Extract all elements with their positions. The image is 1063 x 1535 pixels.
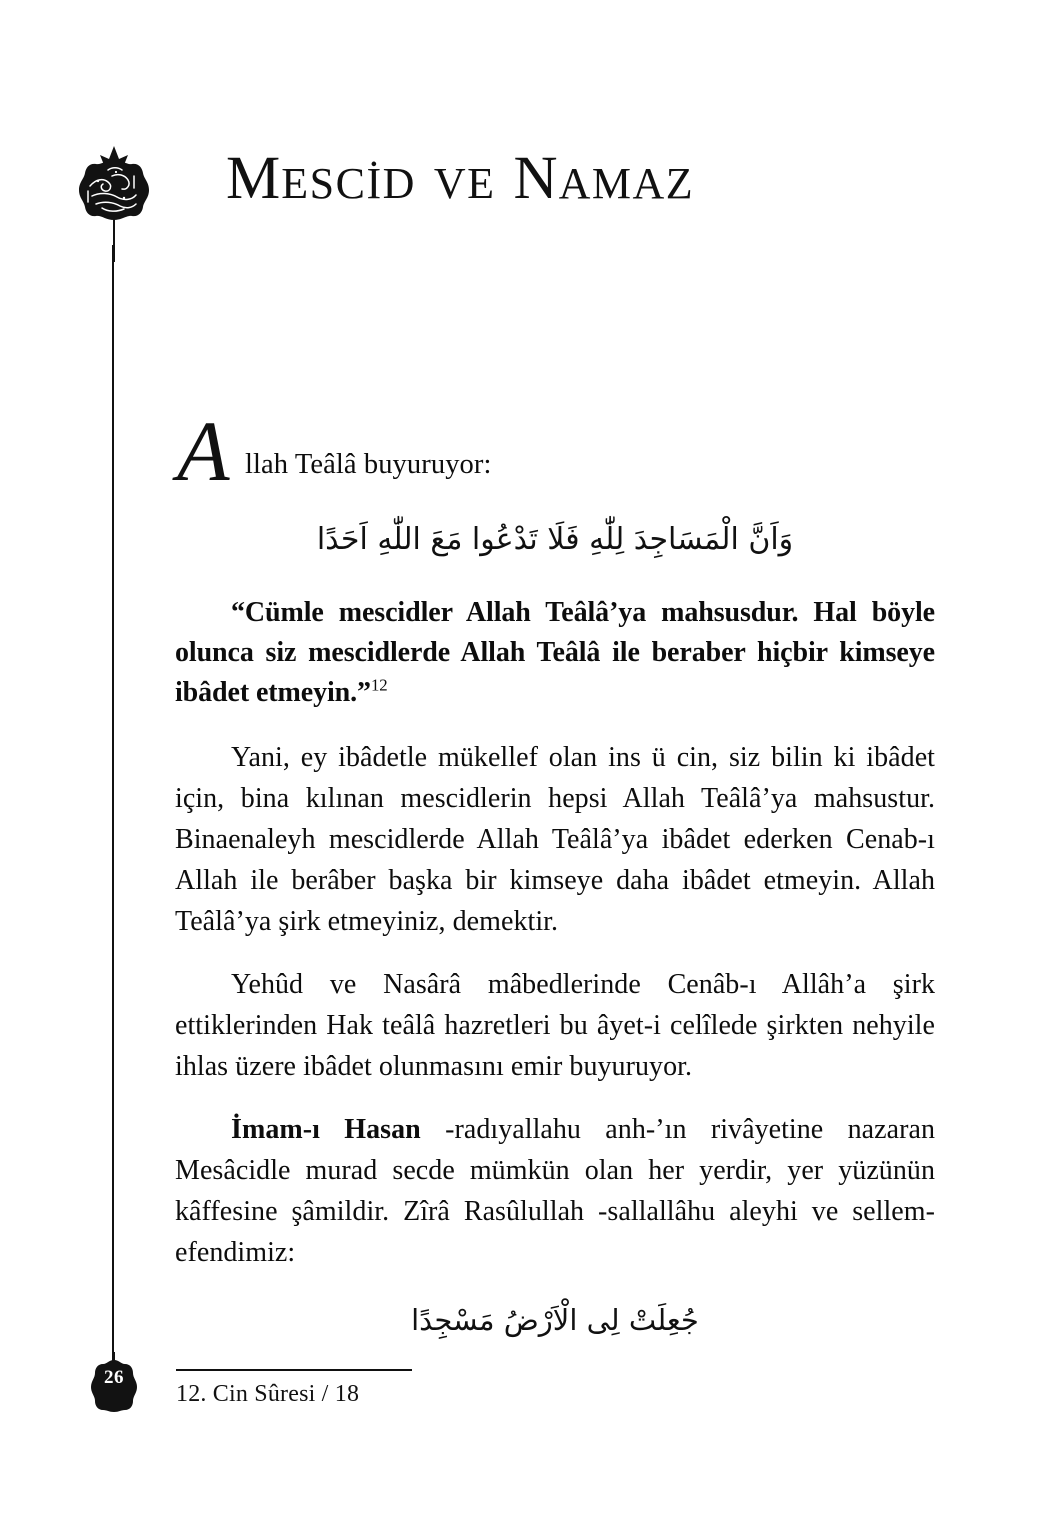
arabic-quran-verse: وَاَنَّ الْمَسَاجِدَ لِلّٰهِ فَلَا تَدْعُوا مَعَ اللّٰهِ اَحَدًا: [316, 522, 794, 557]
page-number-badge: [90, 1352, 138, 1412]
body-paragraph: Yani, ey ibâdetle mükellef olan ins ü cin, siz bilin ki ibâdet için, bina kılınan mescidlerin hepsi Allah Teâlâ’ya mahsustur. Binaenaleyh mescidlerde Allah Teâlâ’ya ibâdet ederken Cenab-ı Allah ile berâber başka bir kimseye daha ibâdet etmeyin. Allah Teâlâ’ya şirk etmeyiniz, demektir.: [175, 741, 935, 937]
vertical-rule-decoration: [112, 245, 114, 1363]
lead-line: [175, 403, 935, 499]
bold-quotation-text: “Cümle mescidler Allah Teâlâ’ya mahsusdur. Hal böyle olunca siz mescidlerde Allah Teâlâ ile beraber hiçbir kimseye ibâdet etmeyin.”: [175, 596, 935, 708]
paragraph-lead-in-name: İmam-ı Hasan: [231, 1113, 421, 1145]
drop-cap: A: [177, 403, 230, 499]
chapter-title-word3-rest: AMAZ: [558, 159, 695, 208]
chapter-title-word1-rest: ESCİD: [281, 159, 416, 208]
paragraph-lead-in-rest: -radıyallahu anh-’ın rivâyetine nazaran Mesâcidle murad secde mümkün olan her yerdir, yer yüzünün kâffesine şâmildir. Zîrâ Rasûlullah -sallallâhu aleyhi ve sellem- efendimiz:: [175, 1113, 935, 1268]
text-column: [175, 403, 935, 1345]
chapter-title: [226, 145, 695, 212]
footnote-marker: 12: [370, 675, 388, 695]
page-number: 26: [104, 1367, 124, 1388]
bold-quotation: [175, 593, 935, 713]
body-paragraph: Yehûd ve Nasârâ mâbedlerinde Cenâb-ı Allâh’a şirk ettiklerinden Hak teâlâ hazretleri bu âyet-i celîlede şirkten nehyile ihlas üzere ibâdet olunmasını emir buyuruyor.: [175, 968, 935, 1082]
arabic-calligraphy-medallion-icon: [72, 146, 156, 262]
footnote-reference: 12. Cin Sûresi / 18: [176, 1381, 360, 1407]
chapter-title-word-ve: VE: [433, 159, 496, 208]
footnote-separator: [176, 1369, 412, 1371]
chapter-title-initial-m: M: [226, 145, 282, 212]
arabic-hadith-text: جُعِلَتْ لِى الْاَرْضُ مَسْجِدًا: [411, 1302, 699, 1337]
chapter-title-initial-n: N: [513, 145, 559, 212]
body-paragraph-with-leadin: [175, 1109, 935, 1273]
lead-sentence: llah Teâlâ buyuruyor:: [245, 449, 492, 480]
